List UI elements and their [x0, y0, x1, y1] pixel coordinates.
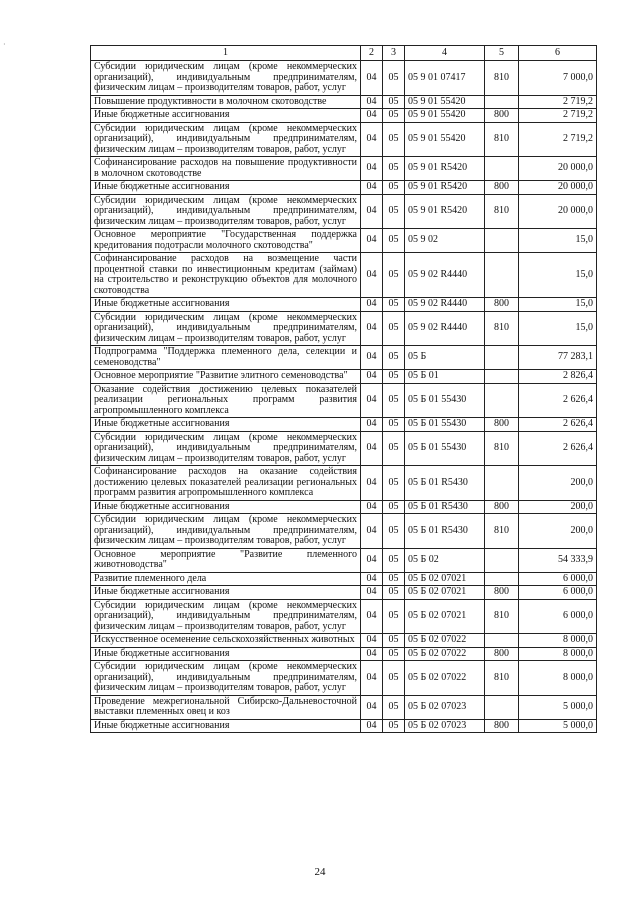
- section-code-cell: 04: [361, 157, 383, 181]
- amount-cell: 7 000,0: [519, 61, 597, 96]
- subsection-code-cell: 05: [383, 466, 405, 501]
- amount-cell: 200,0: [519, 500, 597, 514]
- section-code-cell: 04: [361, 599, 383, 634]
- header-cell: 1: [91, 46, 361, 61]
- amount-cell: 2 626,4: [519, 383, 597, 418]
- amount-cell: 2 719,2: [519, 109, 597, 123]
- table-row: [91, 719, 597, 733]
- subsection-code-cell: 05: [383, 695, 405, 719]
- target-article-cell: 05 Б 02 07021: [405, 572, 485, 586]
- amount-cell: 2 626,4: [519, 418, 597, 432]
- target-article-cell: 05 Б 02 07023: [405, 719, 485, 733]
- expense-name-cell: Искусственное осеменение сельскохозяйственных животных: [91, 634, 361, 648]
- target-article-cell: 05 9 01 07417: [405, 61, 485, 96]
- subsection-code-cell: 05: [383, 122, 405, 157]
- expense-name-cell: Развитие племенного дела: [91, 572, 361, 586]
- section-code-cell: 04: [361, 229, 383, 253]
- table-row: [91, 431, 597, 466]
- amount-cell: 8 000,0: [519, 661, 597, 696]
- subsection-code-cell: 05: [383, 229, 405, 253]
- expense-name-cell: Иные бюджетные ассигнования: [91, 500, 361, 514]
- expense-name-cell: Субсидии юридическим лицам (кроме некоммерческих организаций), индивидуальным предпринимателям, физическим лицам – производителям товаров, работ, услуг: [91, 61, 361, 96]
- subsection-code-cell: 05: [383, 181, 405, 195]
- expense-type-cell: 810: [485, 122, 519, 157]
- target-article-cell: 05 Б 01 55430: [405, 431, 485, 466]
- table-row: [91, 514, 597, 549]
- table-row: [91, 61, 597, 96]
- section-code-cell: 04: [361, 346, 383, 370]
- amount-cell: 8 000,0: [519, 647, 597, 661]
- target-article-cell: 05 9 01 R5420: [405, 181, 485, 195]
- subsection-code-cell: 05: [383, 599, 405, 634]
- table-row: [91, 229, 597, 253]
- amount-cell: 8 000,0: [519, 634, 597, 648]
- subsection-code-cell: 05: [383, 95, 405, 109]
- section-code-cell: 04: [361, 634, 383, 648]
- target-article-cell: 05 9 01 55420: [405, 95, 485, 109]
- section-code-cell: 04: [361, 194, 383, 229]
- section-code-cell: 04: [361, 647, 383, 661]
- target-article-cell: 05 Б 01 55430: [405, 418, 485, 432]
- expense-type-cell: [485, 253, 519, 298]
- expense-type-cell: [485, 346, 519, 370]
- header-cell: 2: [361, 46, 383, 61]
- expense-type-cell: 810: [485, 311, 519, 346]
- expense-name-cell: Оказание содействия достижению целевых показателей реализации региональных программ развития агропромышленного комплекса: [91, 383, 361, 418]
- expense-name-cell: Субсидии юридическим лицам (кроме некоммерческих организаций), индивидуальным предпринимателям, физическим лицам – производителям товаров, работ, услуг: [91, 431, 361, 466]
- target-article-cell: 05 9 01 R5420: [405, 157, 485, 181]
- expense-type-cell: [485, 157, 519, 181]
- subsection-code-cell: 05: [383, 109, 405, 123]
- target-article-cell: 05 9 01 R5420: [405, 194, 485, 229]
- amount-cell: 15,0: [519, 298, 597, 312]
- section-code-cell: 04: [361, 109, 383, 123]
- table-row: [91, 298, 597, 312]
- subsection-code-cell: 05: [383, 61, 405, 96]
- expense-name-cell: Проведение межрегиональной Сибирско-Дальневосточной выставки племенных овец и коз: [91, 695, 361, 719]
- amount-cell: 20 000,0: [519, 181, 597, 195]
- target-article-cell: 05 9 02 R4440: [405, 253, 485, 298]
- subsection-code-cell: 05: [383, 514, 405, 549]
- subsection-code-cell: 05: [383, 500, 405, 514]
- expense-type-cell: [485, 95, 519, 109]
- expense-name-cell: Иные бюджетные ассигнования: [91, 719, 361, 733]
- section-code-cell: 04: [361, 548, 383, 572]
- expense-type-cell: [485, 370, 519, 384]
- expense-type-cell: 800: [485, 109, 519, 123]
- target-article-cell: 05 9 02: [405, 229, 485, 253]
- amount-cell: 77 283,1: [519, 346, 597, 370]
- target-article-cell: 05 Б 01 R5430: [405, 500, 485, 514]
- section-code-cell: 04: [361, 122, 383, 157]
- table-row: [91, 95, 597, 109]
- subsection-code-cell: 05: [383, 383, 405, 418]
- expense-type-cell: 810: [485, 431, 519, 466]
- expense-name-cell: Софинансирование расходов на повышение продуктивности в молочном скотоводстве: [91, 157, 361, 181]
- expense-name-cell: Основное мероприятие "Развитие племенного животноводства": [91, 548, 361, 572]
- expense-name-cell: Субсидии юридическим лицам (кроме некоммерческих организаций), индивидуальным предпринимателям, физическим лицам – производителям товаров, работ, услуг: [91, 599, 361, 634]
- target-article-cell: 05 Б 02 07022: [405, 634, 485, 648]
- expense-type-cell: 800: [485, 181, 519, 195]
- table-row: [91, 383, 597, 418]
- subsection-code-cell: 05: [383, 157, 405, 181]
- expense-type-cell: 810: [485, 194, 519, 229]
- expense-name-cell: Иные бюджетные ассигнования: [91, 181, 361, 195]
- section-code-cell: 04: [361, 418, 383, 432]
- subsection-code-cell: 05: [383, 298, 405, 312]
- expense-type-cell: 810: [485, 61, 519, 96]
- amount-cell: 20 000,0: [519, 194, 597, 229]
- target-article-cell: 05 Б 02: [405, 548, 485, 572]
- expense-type-cell: [485, 229, 519, 253]
- target-article-cell: 05 Б 01: [405, 370, 485, 384]
- amount-cell: 5 000,0: [519, 695, 597, 719]
- subsection-code-cell: 05: [383, 634, 405, 648]
- table-row: [91, 370, 597, 384]
- expense-type-cell: [485, 383, 519, 418]
- expense-type-cell: [485, 466, 519, 501]
- section-code-cell: 04: [361, 431, 383, 466]
- table-row: [91, 466, 597, 501]
- subsection-code-cell: 05: [383, 370, 405, 384]
- expense-name-cell: Иные бюджетные ассигнования: [91, 647, 361, 661]
- expense-name-cell: Софинансирование расходов на оказание содействия достижению целевых показателей реализации региональных программ развития агропромышленного комплекса: [91, 466, 361, 501]
- expense-name-cell: Софинансирование расходов на возмещение части процентной ставки по инвестиционным кредитам (займам) на строительство и реконструкцию объектов для молочного скотоводства: [91, 253, 361, 298]
- subsection-code-cell: 05: [383, 719, 405, 733]
- scan-dot: ·: [3, 40, 6, 49]
- amount-cell: 15,0: [519, 253, 597, 298]
- table-row: [91, 346, 597, 370]
- amount-cell: 15,0: [519, 311, 597, 346]
- table-row: [91, 418, 597, 432]
- header-cell: 5: [485, 46, 519, 61]
- section-code-cell: 04: [361, 661, 383, 696]
- section-code-cell: 04: [361, 500, 383, 514]
- section-code-cell: 04: [361, 514, 383, 549]
- table-body: [91, 61, 597, 733]
- section-code-cell: 04: [361, 383, 383, 418]
- expense-name-cell: Иные бюджетные ассигнования: [91, 418, 361, 432]
- table-row: [91, 599, 597, 634]
- expense-name-cell: Иные бюджетные ассигнования: [91, 298, 361, 312]
- expense-name-cell: Основное мероприятие "Развитие элитного семеноводства": [91, 370, 361, 384]
- amount-cell: 15,0: [519, 229, 597, 253]
- expense-type-cell: 800: [485, 298, 519, 312]
- header-cell: 3: [383, 46, 405, 61]
- table-row: [91, 253, 597, 298]
- target-article-cell: 05 9 02 R4440: [405, 311, 485, 346]
- section-code-cell: 04: [361, 719, 383, 733]
- table-row: [91, 647, 597, 661]
- expense-type-cell: 800: [485, 586, 519, 600]
- amount-cell: 2 826,4: [519, 370, 597, 384]
- expense-type-cell: 800: [485, 647, 519, 661]
- target-article-cell: 05 Б 02 07023: [405, 695, 485, 719]
- section-code-cell: 04: [361, 370, 383, 384]
- subsection-code-cell: 05: [383, 647, 405, 661]
- expense-type-cell: [485, 572, 519, 586]
- subsection-code-cell: 05: [383, 661, 405, 696]
- target-article-cell: 05 Б 02 07022: [405, 647, 485, 661]
- expense-type-cell: 800: [485, 719, 519, 733]
- target-article-cell: 05 Б: [405, 346, 485, 370]
- target-article-cell: 05 Б 02 07022: [405, 661, 485, 696]
- table-row: [91, 181, 597, 195]
- amount-cell: 2 719,2: [519, 122, 597, 157]
- section-code-cell: 04: [361, 181, 383, 195]
- table-row: [91, 572, 597, 586]
- expense-name-cell: Иные бюджетные ассигнования: [91, 586, 361, 600]
- section-code-cell: 04: [361, 298, 383, 312]
- table-row: [91, 194, 597, 229]
- amount-cell: 2 626,4: [519, 431, 597, 466]
- amount-cell: 200,0: [519, 466, 597, 501]
- amount-cell: 20 000,0: [519, 157, 597, 181]
- subsection-code-cell: 05: [383, 586, 405, 600]
- subsection-code-cell: 05: [383, 418, 405, 432]
- target-article-cell: 05 Б 02 07021: [405, 586, 485, 600]
- subsection-code-cell: 05: [383, 253, 405, 298]
- expense-type-cell: 810: [485, 514, 519, 549]
- target-article-cell: 05 9 02 R4440: [405, 298, 485, 312]
- target-article-cell: 05 Б 01 R5430: [405, 514, 485, 549]
- table-row: [91, 500, 597, 514]
- budget-table: [90, 45, 597, 733]
- section-code-cell: 04: [361, 61, 383, 96]
- expense-name-cell: Субсидии юридическим лицам (кроме некоммерческих организаций), индивидуальным предпринимателям, физическим лицам – производителям товаров, работ, услуг: [91, 661, 361, 696]
- expense-type-cell: 810: [485, 599, 519, 634]
- target-article-cell: 05 Б 01 55430: [405, 383, 485, 418]
- page-number: 24: [314, 866, 326, 878]
- section-code-cell: 04: [361, 95, 383, 109]
- expense-name-cell: Субсидии юридическим лицам (кроме некоммерческих организаций), индивидуальным предпринимателям, физическим лицам – производителям товаров, работ, услуг: [91, 514, 361, 549]
- amount-cell: 200,0: [519, 514, 597, 549]
- section-code-cell: 04: [361, 586, 383, 600]
- subsection-code-cell: 05: [383, 431, 405, 466]
- table-row: [91, 548, 597, 572]
- amount-cell: 5 000,0: [519, 719, 597, 733]
- section-code-cell: 04: [361, 311, 383, 346]
- target-article-cell: 05 Б 02 07021: [405, 599, 485, 634]
- expense-name-cell: Субсидии юридическим лицам (кроме некоммерческих организаций), индивидуальным предпринимателям, физическим лицам – производителям товаров, работ, услуг: [91, 194, 361, 229]
- table-row: [91, 586, 597, 600]
- expense-type-cell: 810: [485, 661, 519, 696]
- amount-cell: 6 000,0: [519, 599, 597, 634]
- section-code-cell: 04: [361, 253, 383, 298]
- expense-type-cell: [485, 548, 519, 572]
- table-header-row: [91, 46, 597, 61]
- expense-name-cell: Субсидии юридическим лицам (кроме некоммерческих организаций), индивидуальным предпринимателям, физическим лицам – производителям товаров, работ, услуг: [91, 311, 361, 346]
- amount-cell: 6 000,0: [519, 586, 597, 600]
- header-cell: 4: [405, 46, 485, 61]
- subsection-code-cell: 05: [383, 346, 405, 370]
- amount-cell: 54 333,9: [519, 548, 597, 572]
- expense-type-cell: 800: [485, 500, 519, 514]
- amount-cell: 6 000,0: [519, 572, 597, 586]
- expense-name-cell: Иные бюджетные ассигнования: [91, 109, 361, 123]
- header-cell: 6: [519, 46, 597, 61]
- expense-name-cell: Повышение продуктивности в молочном скотоводстве: [91, 95, 361, 109]
- expense-type-cell: [485, 695, 519, 719]
- expense-type-cell: 800: [485, 418, 519, 432]
- subsection-code-cell: 05: [383, 194, 405, 229]
- table-row: [91, 311, 597, 346]
- section-code-cell: 04: [361, 466, 383, 501]
- target-article-cell: 05 Б 01 R5430: [405, 466, 485, 501]
- table-row: [91, 109, 597, 123]
- expense-name-cell: Субсидии юридическим лицам (кроме некоммерческих организаций), индивидуальным предпринимателям, физическим лицам – производителям товаров, работ, услуг: [91, 122, 361, 157]
- section-code-cell: 04: [361, 695, 383, 719]
- target-article-cell: 05 9 01 55420: [405, 109, 485, 123]
- table-row: [91, 157, 597, 181]
- table-row: [91, 661, 597, 696]
- section-code-cell: 04: [361, 572, 383, 586]
- subsection-code-cell: 05: [383, 311, 405, 346]
- amount-cell: 2 719,2: [519, 95, 597, 109]
- expense-type-cell: [485, 634, 519, 648]
- subsection-code-cell: 05: [383, 548, 405, 572]
- subsection-code-cell: 05: [383, 572, 405, 586]
- table-row: [91, 634, 597, 648]
- table-row: [91, 122, 597, 157]
- expense-name-cell: Основное мероприятие "Государственная поддержка кредитования подотрасли молочного скотоводства": [91, 229, 361, 253]
- target-article-cell: 05 9 01 55420: [405, 122, 485, 157]
- expense-name-cell: Подпрограмма "Поддержка племенного дела, селекции и семеноводства": [91, 346, 361, 370]
- table-row: [91, 695, 597, 719]
